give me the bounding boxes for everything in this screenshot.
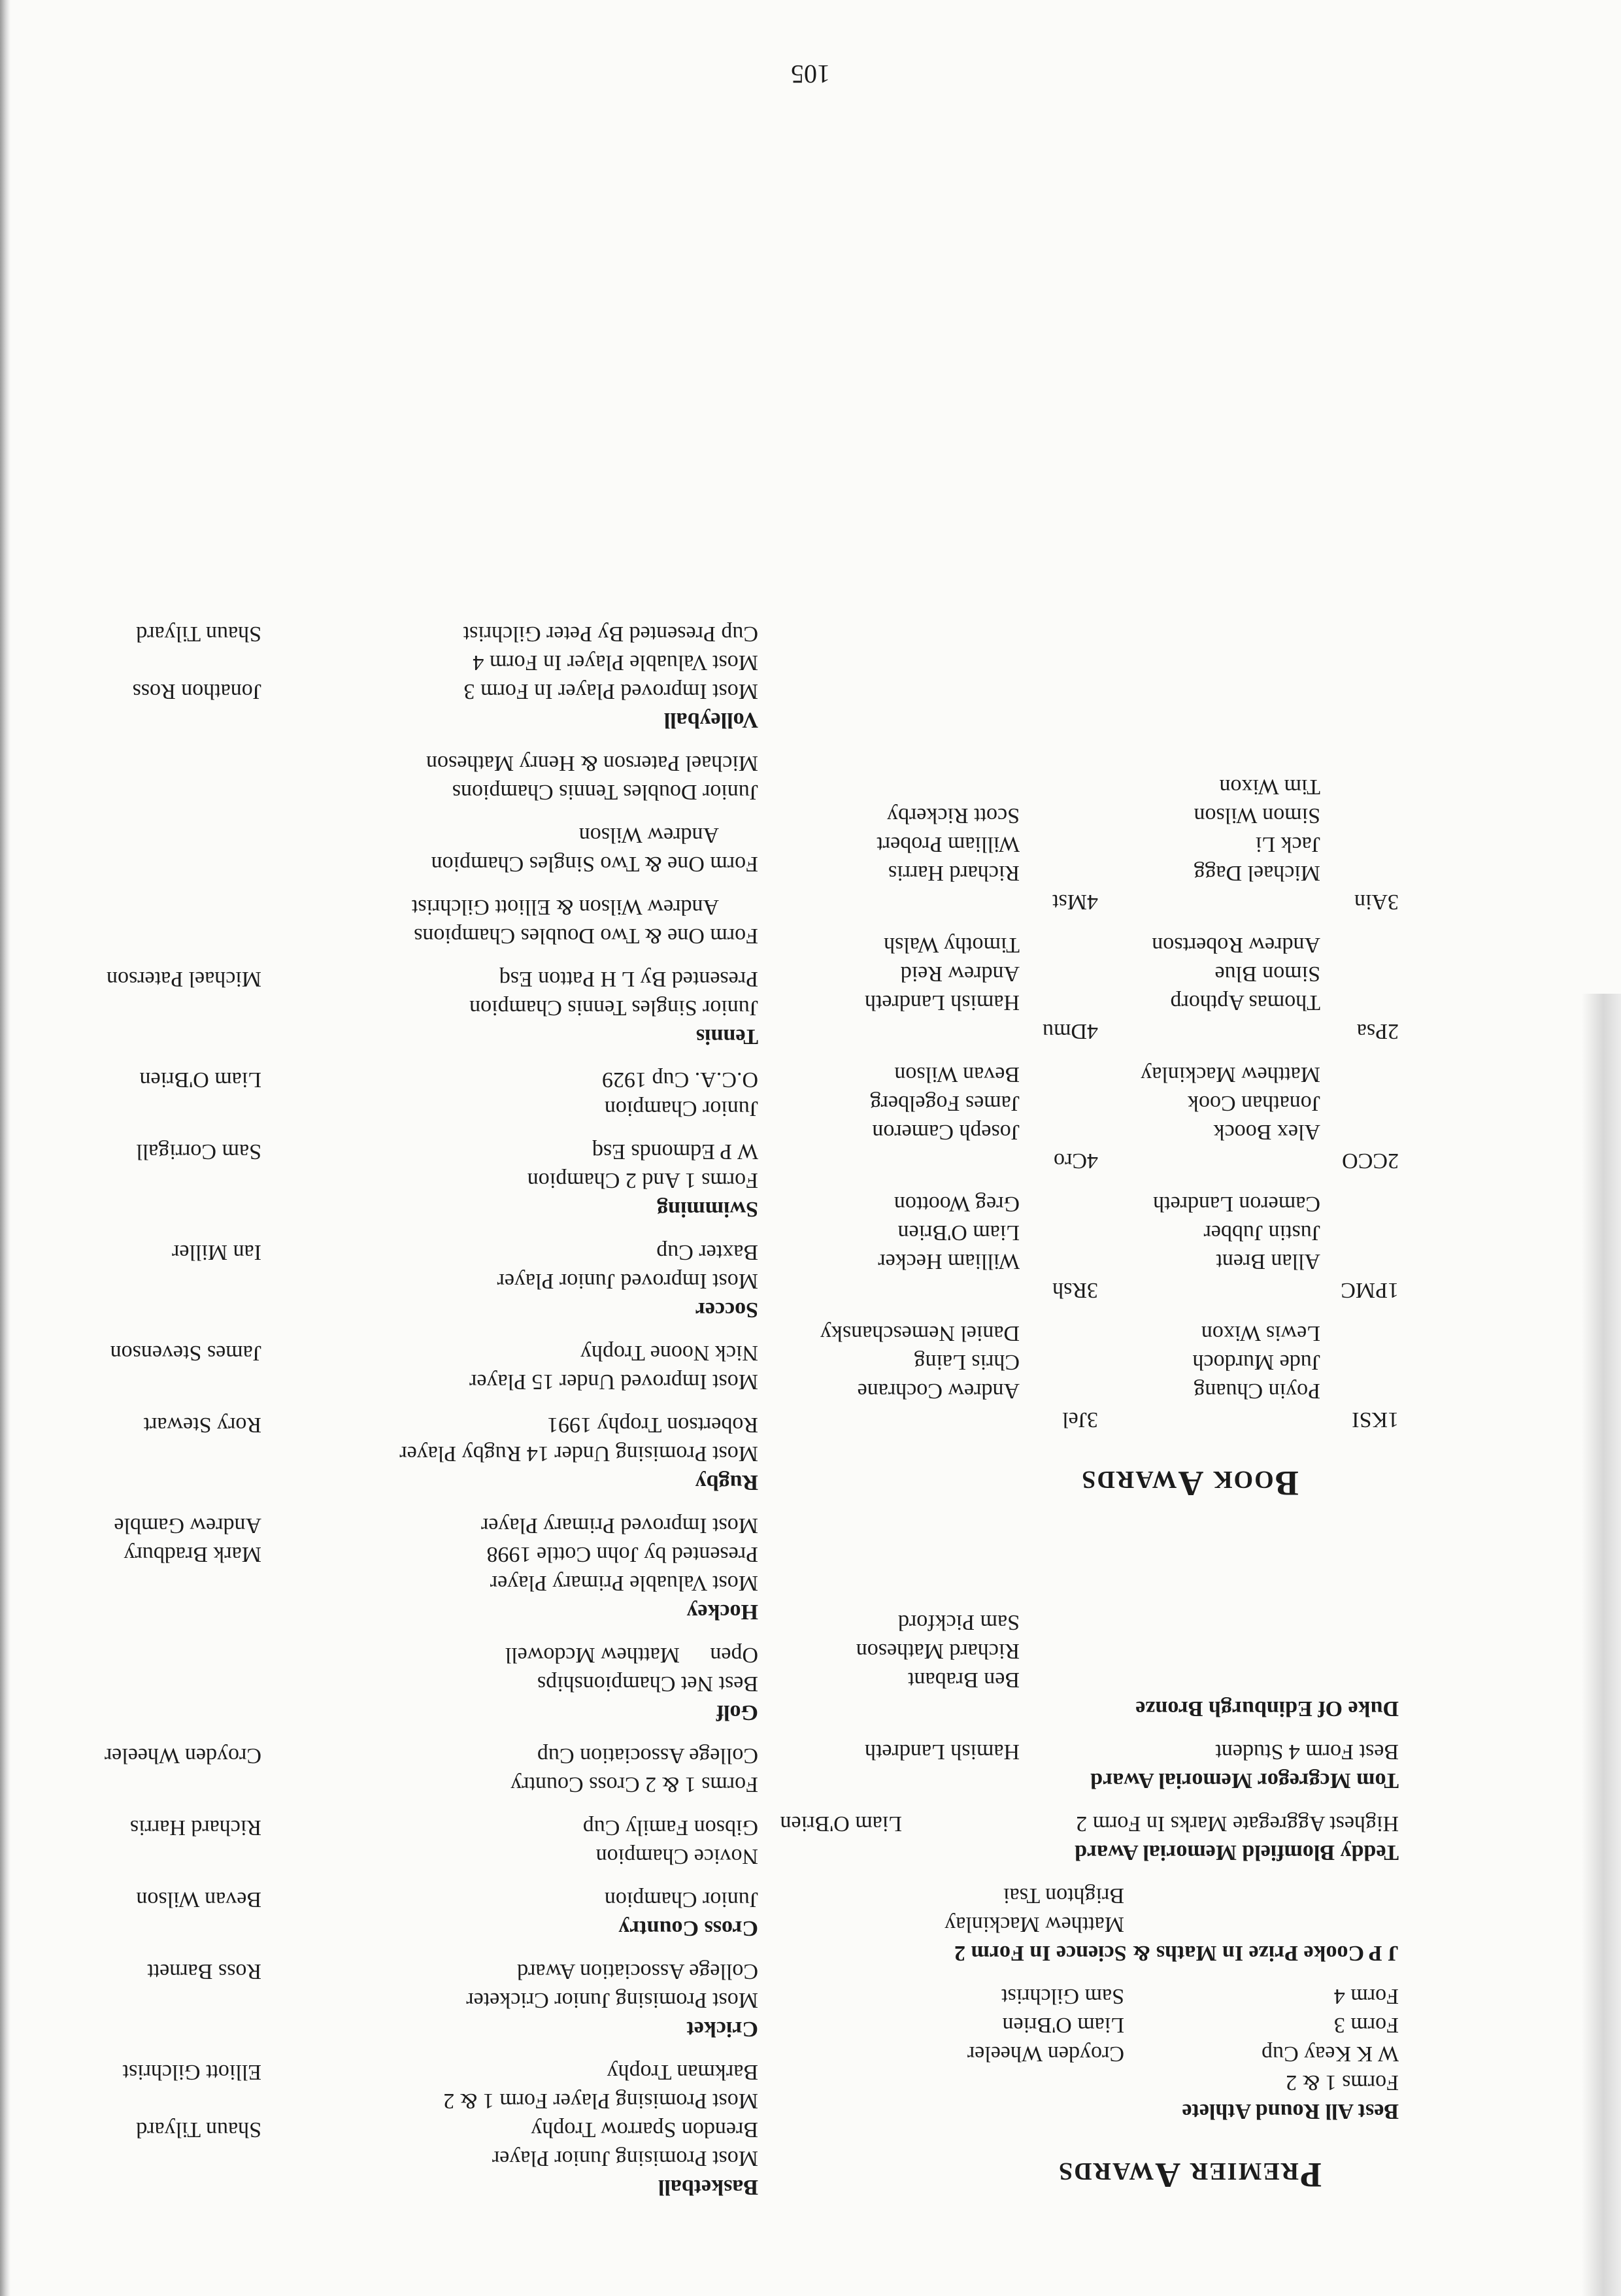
award-line: Most Promising Junior Cricketer — [466, 1988, 758, 2012]
award-name: Croyden Wheeler — [104, 1744, 261, 1768]
form-label: 2CCO — [1342, 1149, 1399, 1173]
tennis-heading: Tennis — [695, 1024, 758, 1049]
award-label: Most Improved Primary Player — [481, 1513, 758, 1538]
book-awards-grid — [797, 772, 1399, 1434]
form-label: 4Dmu — [1043, 1019, 1098, 1043]
award-label: Robertson Trophy 1991 — [546, 1413, 758, 1437]
award-line: Best Net Championships — [537, 1672, 758, 1696]
golf-heading: Golf — [716, 1700, 758, 1725]
award-name: Shaun Tilyard — [136, 622, 261, 646]
volleyball-heading: Volleyball — [663, 708, 758, 732]
award-row — [105, 1741, 758, 1770]
form-label: Form 4 — [1333, 1984, 1399, 2008]
award-row — [797, 2068, 1399, 2097]
award-row — [797, 1636, 1399, 1665]
tom-mcgregor-heading: Tom Mcgregor Memorial Award — [1090, 1768, 1399, 1793]
award-name: Matthew Mcdowell — [505, 1643, 680, 1667]
award-label: Highest Aggregate Marks In Form 2 — [1076, 1812, 1399, 1836]
form-label: 3Rsh — [1052, 1278, 1098, 1302]
book-name: Liam O'Brien — [897, 1221, 1020, 1245]
basketball-heading: Basketball — [658, 2175, 758, 2199]
book-name: Cameron Landreth — [1153, 1192, 1320, 1216]
award-label: Junior Champion — [604, 1887, 758, 1912]
award-label: College Association Award — [517, 1959, 758, 1984]
award-label: Barkman Trophy — [607, 2060, 758, 2084]
award-row — [105, 1540, 758, 1568]
award-row — [105, 1137, 758, 1166]
left-column — [780, 772, 1399, 2201]
award-row — [105, 677, 758, 705]
book-name: Bevan Wilson — [894, 1062, 1020, 1087]
book-name: James Fogelberg — [870, 1091, 1020, 1115]
form-label: 3Ain — [1354, 890, 1399, 914]
award-row — [780, 1809, 1399, 1838]
form-label: 1KSI — [1352, 1408, 1399, 1432]
book-awards-col — [1098, 772, 1399, 1434]
award-row — [105, 964, 758, 993]
award-name: Richard Matheson — [856, 1639, 1020, 1663]
form-label: 3Jel — [1062, 1408, 1098, 1432]
page-number: 105 — [791, 59, 830, 89]
award-name: Jonathon Ross — [132, 679, 261, 703]
award-row — [797, 1881, 1399, 1910]
award-line: Most Improved Under 15 Player — [469, 1370, 758, 1394]
award-name: Croyden Wheeler — [967, 2042, 1124, 2066]
book-name: Michael Dagg — [1194, 861, 1320, 885]
form-label: Forms 1 & 2 — [1286, 2070, 1399, 2095]
award-label: Presented By L H Patton Esq — [499, 967, 758, 991]
book-name: Greg Wootton — [894, 1192, 1020, 1216]
award-name: Michael Paterson — [107, 967, 261, 991]
book-name: Justin Jubber — [1203, 1221, 1320, 1245]
award-line: Most Promising Player Form 1 & 2 — [443, 2089, 758, 2113]
award-row — [105, 1957, 758, 1985]
book-name: Lewis Wixon — [1201, 1321, 1320, 1345]
award-row — [797, 1665, 1399, 1694]
award-line: Michael Paterson & Henry Matheson — [426, 751, 758, 775]
award-label: W P Edmonds Esq — [592, 1140, 758, 1164]
rugby-heading: Rugby — [695, 1470, 758, 1494]
award-row — [797, 1608, 1399, 1636]
book-name: Richard Harris — [888, 861, 1020, 885]
award-row — [797, 1737, 1399, 1766]
award-line: Most Valuable Primary Player — [490, 1571, 758, 1595]
book-name: Allan Brent — [1216, 1249, 1320, 1274]
award-line: Forms 1 & 2 Cross Country — [510, 1772, 758, 1797]
award-line: Andrew Wilson — [578, 823, 719, 847]
award-name: Hamish Landreth — [865, 1740, 1020, 1764]
book-name: Jude Murdoch — [1192, 1350, 1320, 1374]
award-line: Most Promising Under 14 Rugby Player — [399, 1442, 758, 1466]
award-line: Most Valuable Player In Form 4 — [473, 650, 758, 675]
award-name: Ross Barnett — [147, 1959, 261, 1984]
hockey-heading: Hockey — [686, 1600, 758, 1624]
form-label: 4Mst — [1052, 890, 1098, 914]
book-awards-col — [797, 772, 1098, 1434]
form-label: Form 3 — [1333, 2013, 1399, 2037]
duke-of-edinburgh-heading: Duke Of Edinburgh Bronze — [1135, 1697, 1399, 1721]
form-label: 1PMC — [1341, 1278, 1399, 1302]
award-label: Open — [710, 1643, 758, 1667]
book-name: Poyin Chuang — [1194, 1379, 1320, 1403]
book-name: Thomas Apthorp — [1170, 990, 1320, 1015]
award-label: O.C.A. Cup 1929 — [602, 1068, 758, 1092]
award-line: Junior Singles Tennis Champion — [469, 996, 758, 1020]
award-name: Brighton Tsai — [1003, 1883, 1124, 1908]
award-row — [105, 2057, 758, 2086]
award-row — [105, 1065, 758, 1094]
award-line: Most Improved Junior Player — [497, 1269, 758, 1293]
book-name: Scott Rickerby — [886, 803, 1020, 828]
award-label: Most Improved Player In Form 3 — [463, 679, 758, 703]
book-name: Andrew Reid — [900, 962, 1020, 986]
award-row — [105, 1813, 758, 1842]
book-name: William Hecker — [878, 1249, 1020, 1274]
premier-awards-title: Premier Awards — [1058, 2155, 1322, 2195]
award-label: W K Keay Cup — [1262, 2042, 1399, 2066]
award-row — [105, 1238, 758, 1266]
award-name: Sam Gilchrist — [1001, 1984, 1124, 2008]
award-line: Forms 1 And 2 Champion — [527, 1168, 758, 1192]
form-label: 2Psa — [1356, 1019, 1399, 1043]
book-name: Matthew Mackinlay — [1141, 1062, 1320, 1087]
cricket-heading: Cricket — [686, 2017, 758, 2041]
award-name: Sam Pickford — [897, 1610, 1020, 1634]
book-name: Andrew Robertson — [1152, 933, 1320, 957]
award-line: Junior Champion — [604, 1096, 758, 1121]
book-name: Joseph Cameron — [872, 1120, 1020, 1144]
award-row — [105, 1410, 758, 1439]
award-row — [797, 1982, 1399, 2010]
award-name: Mark Bradbury — [124, 1542, 261, 1566]
jp-cooke-heading: J P Cooke Prize In Maths & Science In Form 2 — [954, 1941, 1399, 1965]
swimming-heading: Swimming — [657, 1197, 758, 1221]
award-name: Bevan Wilson — [136, 1887, 261, 1912]
award-row — [105, 619, 758, 648]
award-name: Liam O'Brien — [780, 1812, 902, 1836]
award-line: Novice Champion — [595, 1844, 758, 1868]
book-name: Daniel Nemeschansky — [820, 1321, 1020, 1345]
award-label: Cup Presented By Peter Gilchrist — [463, 622, 758, 646]
form-label: 4Cro — [1054, 1149, 1098, 1173]
award-label: College Association Cup — [537, 1744, 758, 1768]
award-name: Rory Stewart — [143, 1413, 261, 1437]
book-name: Jack Li — [1255, 832, 1320, 856]
right-column — [105, 619, 758, 2201]
award-row — [105, 1640, 758, 1669]
award-line: Form One & Two Singles Champion — [431, 852, 758, 876]
book-name: Simon Wilson — [1194, 803, 1320, 828]
book-name: William Probert — [877, 832, 1020, 856]
award-row — [105, 2115, 758, 2144]
book-name: Hamish Landreth — [865, 990, 1020, 1015]
book-name: Andrew Cochrane — [857, 1379, 1020, 1403]
award-label: Best Form 4 Student — [1215, 1740, 1399, 1764]
award-row — [797, 1910, 1399, 1938]
award-row — [797, 2010, 1399, 2039]
award-row — [797, 2039, 1399, 2068]
award-name: Liam O'Brien — [139, 1068, 261, 1092]
award-name: Liam O'Brien — [1002, 2013, 1124, 2037]
award-name: Elliott Gilchrist — [122, 2060, 261, 2084]
award-label: Nick Noone Trophy — [580, 1341, 758, 1365]
book-name: Chris Laing — [914, 1350, 1020, 1374]
award-row — [105, 1511, 758, 1540]
teddy-blomfield-heading: Teddy Blomfield Memorial Award — [1075, 1840, 1399, 1865]
soccer-heading: Soccer — [695, 1298, 758, 1322]
award-name: Shaun Tilyard — [136, 2118, 261, 2142]
book-name: Jonathan Cook — [1187, 1091, 1320, 1115]
award-line: Junior Doubles Tennis Champions — [452, 780, 758, 804]
award-name: Andrew Gamble — [114, 1513, 261, 1538]
award-label: Baxter Cup — [656, 1240, 758, 1264]
award-row — [105, 1338, 758, 1367]
award-row — [105, 1885, 758, 1914]
cross-country-heading: Cross Country — [618, 1916, 758, 1940]
award-name: James Stevenson — [110, 1341, 261, 1365]
award-name: Richard Harris — [129, 1815, 261, 1840]
award-line: Andrew Wilson & Elliott Gilchrist — [411, 895, 719, 919]
award-label: Brendon Sparrow Trophy — [531, 2118, 758, 2142]
award-label: Presented by John Cottle 1998 — [486, 1542, 758, 1566]
best-all-round-heading: Best All Round Athlete — [1182, 2099, 1399, 2123]
award-label: Gibson Family Cup — [582, 1815, 758, 1840]
award-line: Form One & Two Doubles Champions — [414, 924, 758, 948]
award-name: Ian Miller — [172, 1240, 261, 1264]
book-name: Timothy Walsh — [884, 933, 1020, 957]
award-name: Sam Corrigall — [136, 1140, 261, 1164]
award-name: Ben Brabant — [908, 1668, 1020, 1692]
book-name: Simon Blue — [1214, 962, 1320, 986]
book-name: Alex Boock — [1213, 1120, 1320, 1144]
book-awards-title: Book Awards — [1080, 1464, 1299, 1503]
award-line: Most Promising Junior Player — [492, 2146, 758, 2170]
book-name: Tim Wixon — [1219, 775, 1320, 799]
award-name: Matthew Mackinlay — [944, 1912, 1124, 1936]
